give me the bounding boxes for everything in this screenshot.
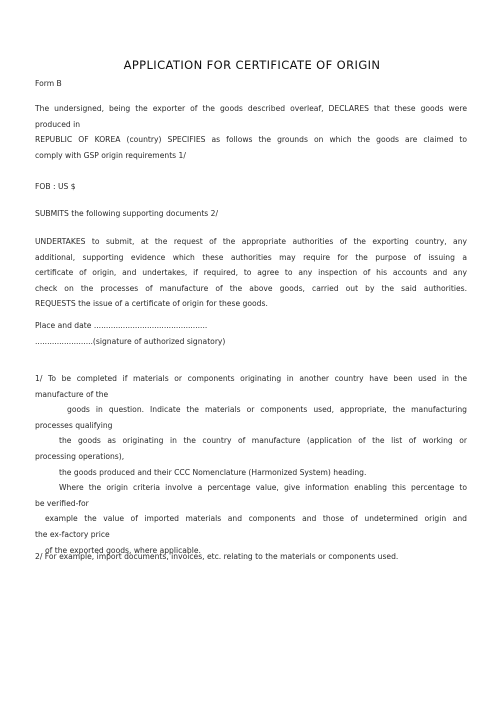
undertakes-line: REQUESTS the issue of a certificate of origin for these goods. <box>35 299 268 309</box>
place-date-block <box>35 318 467 349</box>
footnote-1-line: the goods produced and their CCC Nomenclature (Harmonized System) heading. <box>59 467 367 477</box>
footnote-1 <box>35 371 467 558</box>
footnote-1-line: example the value of imported materials and components and those of undetermined origin and <box>45 514 467 524</box>
footnote-1-line: manufacture of the <box>35 389 109 399</box>
declaration-line: produced in <box>35 119 81 129</box>
place-date-text: Place and date ............................................... <box>35 321 208 330</box>
submits-line <box>35 206 467 222</box>
footnote-1-line: Where the origin criteria involve a percentage value, give information enabling this percentage to <box>59 483 467 493</box>
footnote-1-line: goods in question. Indicate the materials or components used, appropriate, the manufacturing <box>67 405 467 415</box>
footnote-1-line: be verified-for <box>35 498 89 508</box>
footnote-1-line: the ex-factory price <box>35 529 110 539</box>
undertakes-line: UNDERTAKES to submit, at the request of the appropriate authorities of the exporting country, any <box>35 237 467 246</box>
form-label <box>35 76 467 92</box>
declaration-paragraph <box>35 101 467 163</box>
footnote-1-line: 1/ To be completed if materials or components originating in another country have been used in the <box>35 374 467 383</box>
footnote-1-line: processes qualifying <box>35 420 113 430</box>
undertakes-paragraph <box>35 234 467 312</box>
undertakes-line: additional, supporting evidence which these authorities may require for the purpose of issuing a <box>35 252 467 262</box>
declaration-line: REPUBLIC OF KOREA (country) SPECIFIES as follows the grounds on which the goods are claimed to <box>35 135 467 145</box>
footnote-2 <box>35 549 467 565</box>
signature-text: ........................(signature of authorized signatory) <box>35 336 226 346</box>
submits-text: SUBMITS the following supporting documents 2/ <box>35 209 219 218</box>
fob-line <box>35 179 467 195</box>
footnote-1-line: processing operations), <box>35 451 125 461</box>
undertakes-line: certificate of origin, and undertakes, if required, to agree to any inspection of his accounts and any <box>35 268 467 278</box>
document-title: APPLICATION FOR CERTIFICATE OF ORIGIN <box>123 58 381 72</box>
undertakes-line: check on the processes of manufacture of the above goods, carried out by the said authorities. <box>35 283 467 293</box>
footnote-2-text: 2/ For example, import documents, invoices, etc. relating to the materials or components used. <box>35 552 399 561</box>
footnote-1-line: of the exported goods, where applicable. <box>45 545 201 555</box>
fob-text: FOB : US $ <box>35 182 76 191</box>
footnote-1-line: the goods as originating in the country of manufacture (application of the list of working or <box>59 436 467 446</box>
form-label-text: Form B <box>35 79 62 88</box>
declaration-line: The undersigned, being the exporter of the goods described overleaf, DECLARES that these goods were <box>35 104 467 113</box>
declaration-line: comply with GSP origin requirements 1/ <box>35 150 186 160</box>
